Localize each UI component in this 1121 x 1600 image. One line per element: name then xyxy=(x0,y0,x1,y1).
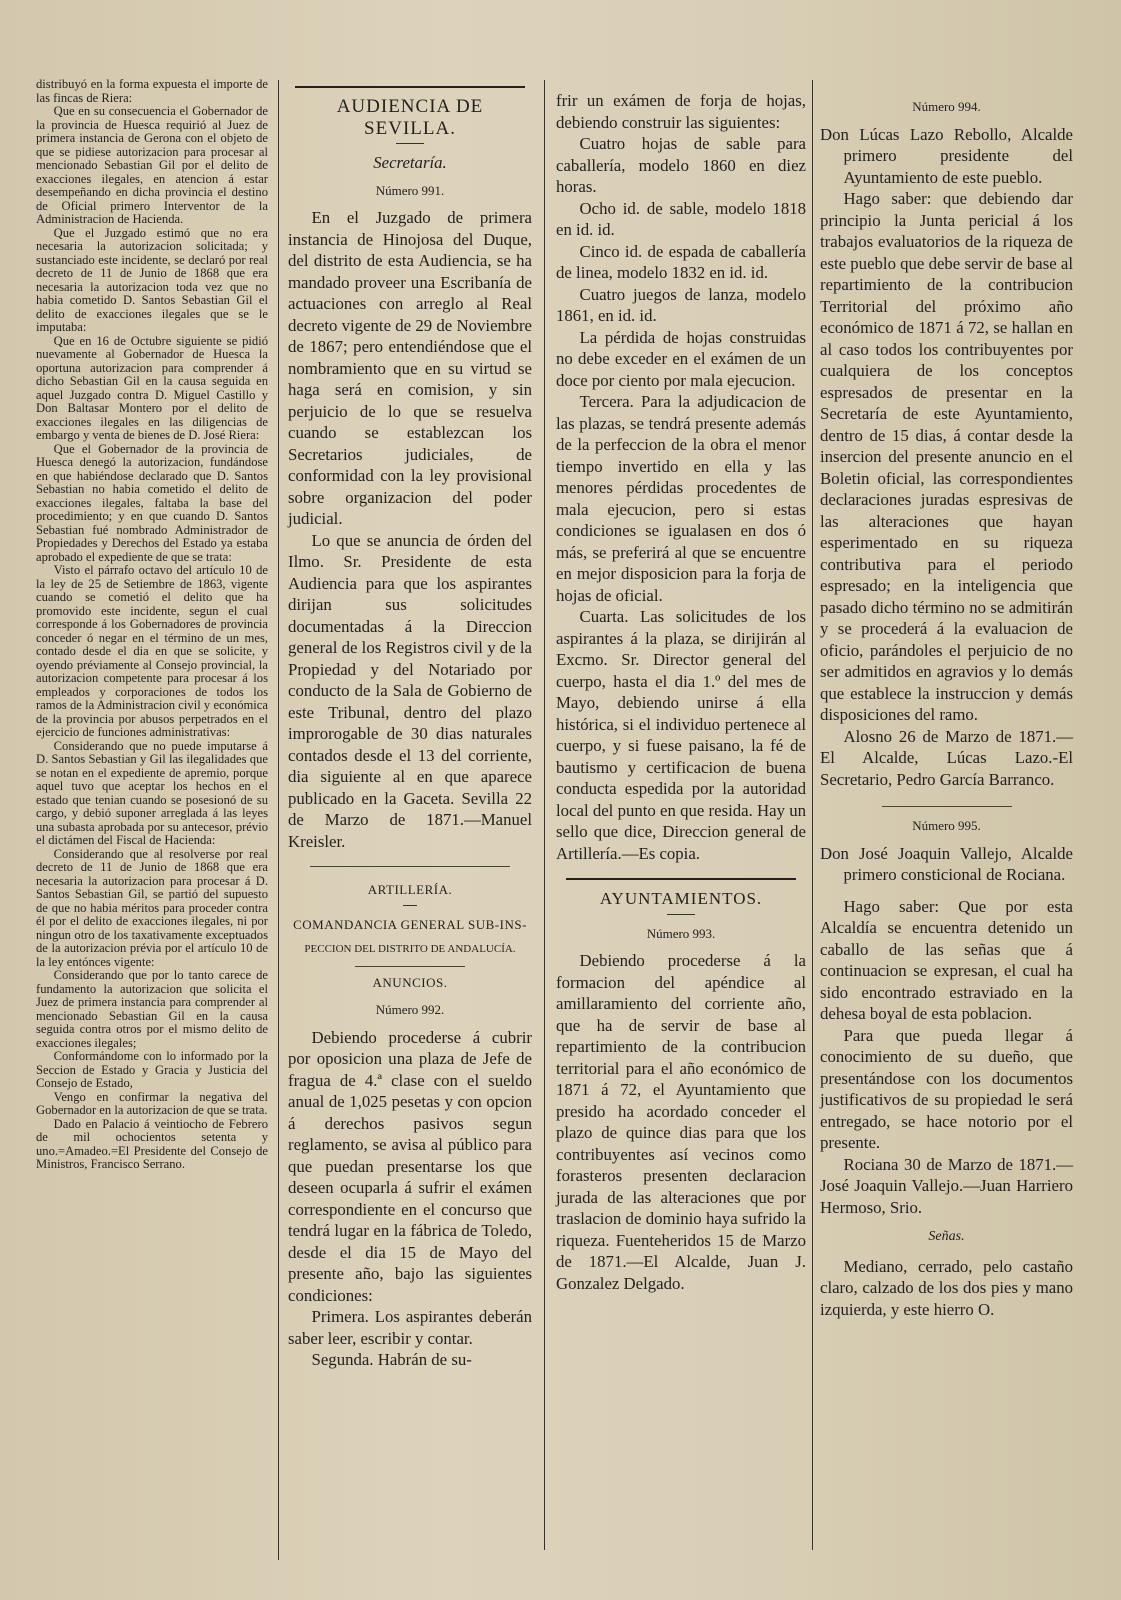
divider xyxy=(396,143,424,144)
paragraph: Para que pueda llegar á conocimiento de su dueño, que presentándose con los documentos justificativos de su propiedad le será entregado, se hace notorio por el presente. xyxy=(820,1025,1073,1152)
paragraph: Que el Gobernador de la provincia de Huesca denegó la autorizacion, fundándose en que habiéndose declarado que D. Santos Sebastian no habia cometido el delito de exacciones ilegales, faltaba la base del procedimiento; y en que cuando D. Santos Sebastian fué nombrado Administrador de Propiedades y Derechos del Estado ya estaba aprobado el expediente de que se trata: xyxy=(36,441,268,564)
paragraph: Hago saber: que debiendo dar principio la Junta pericial á los trabajos evaluatorios de la riqueza de este pueblo que debe servir de base al repartimiento de la contribucion Territorial del próximo año económico de 1871 á 72, se hallan en al caso todos los contribuyentes por cualquiera de los conceptos espresados de presentar en la Secretaría de este Ayuntamiento, dentro de 15 dias, á contar desde la insercion del presente anuncio en el Boletin oficial, las correspondientes declaraciones juradas espresivas de las alteraciones que hayan esperimentado en su riqueza contributiva para el periodo espresado; en la inteligencia que pasado dicho término no se admitirán y se procederá á la evaluacion de oficio, parándoles el perjuicio de no ser admitidos en agravios y lo demás que establece la instruccion y demás disposiciones del ramo. xyxy=(820,189,1074,724)
divider xyxy=(355,966,465,967)
paragraph: Don José Joaquin Vallejo, Alcalde primero consticional de Rociana. xyxy=(820,843,1073,884)
paragraph: Debiendo procederse á cubrir por oposicion una plaza de Jefe de fragua de 4.ª clase con el sueldo anual de 1,025 pesetas y con opcion á derechos pasivos segun reglamento, se avisa al público para que puedan presentarse los que deseen ocuparla á sufrir el exámen correspondiente en el concurso que tendrá lugar en la fábrica de Toledo, desde el dia 15 de Mayo del presente año, bajo las siguientes condiciones: xyxy=(288,1027,532,1305)
paragraph: frir un exámen de forja de hojas, debiendo construir las siguientes: xyxy=(556,91,806,132)
paragraph: Considerando que al resolverse por real decreto de 11 de Junio de 1868 que era necesaria la autorizacion para procesar á D. Santos Sebastian Gil, se partió del supuesto de que no habia méritos para proceder contra él por el delito de exacciones ilegales, ni por ningun otro de los taxativamente exceptuados de la autorizacion prévia por el artículo 10 de la ley entónces vigente: xyxy=(36,846,268,969)
paragraph: Segunda. Habrán de su- xyxy=(311,1350,472,1369)
paragraph: Hago saber: Que por esta Alcaldía se encuentra detenido un caballo de las señas que á continuacion se expresan, el cual ha sido encontrado estraviado en la dehesa boyal de esta poblacion. xyxy=(820,896,1073,1023)
subheading: Secretaría. xyxy=(373,153,447,172)
paragraph: En el Juzgado de primera instancia de Hinojosa del Duque, del distrito de esta Audiencia, se ha mandado proveer una Escribanía de actuaciones con arreglo al Real decreto vigente de 29 de Noviembre de 1867; pero entendiéndose que el nombramiento que en su virtud se haga será en comision, y sin perjuicio de lo que se resuelva cuando se establezcan los Secretarios judiciales, de conformidad con la ley provisional sobre organizacion del poder judicial. xyxy=(288,208,532,528)
column-2 xyxy=(288,78,532,1371)
paragraph: Mediano, cerrado, pelo castaño claro, calzado de los dos pies y mano izquierda, y este hierro O. xyxy=(820,1256,1073,1319)
paragraph: Ocho id. de sable, modelo 1818 en id. id. xyxy=(556,198,806,239)
paragraph: Cuatro juegos de lanza, modelo 1861, en id. id. xyxy=(556,284,806,325)
notice-number: Número 994. xyxy=(912,99,981,114)
section-subheading: PECCION DEL DISTRITO DE ANDALUCÍA. xyxy=(304,943,516,955)
notice-number: Número 991. xyxy=(375,182,445,198)
paragraph: Que en su consecuencia el Gobernador de la provincia de Huesca requirió al Juez de primera instancia de Gerona con el objeto de que se pidiese autorizacion para procesar al mencionado Sebastian Gil por el delito de exacciones ilegales, en atencion á estar desempeñando en dicha provincia el destino de Oficial primero Interventor de la Administracion de Hacienda. xyxy=(36,104,268,226)
paragraph: Que en 16 de Octubre siguiente se pidió nuevamente al Gobernador de Huesca la oportuna autorizacion para comprender á dicho Sebastian Gil en la causa seguida en aquel Juzgado contra D. Miguel Castillo y Don Baltasar Montero por el delito de exacciones ilegales en las diligencias de embargo y venta de bienes de D. José Riera: xyxy=(36,333,268,442)
section-heading: AUDIENCIA DE SEVILLA. xyxy=(336,96,484,139)
section-subheading: COMANDANCIA GENERAL SUB-INS- xyxy=(293,916,527,932)
paragraph: Rociana 30 de Marzo de 1871.—José Joaquin Vallejo.—Juan Harriero Hermoso, Srio. xyxy=(820,1154,1073,1217)
paragraph: Considerando que por lo tanto carece de fundamento la autorizacion que solicita el Juez de primera instancia para comprender al mencionado Sebastian Gil en la causa seguida contra otros por el mismo delito de exacciones ilegales; xyxy=(36,968,268,1050)
column-rule xyxy=(278,80,279,1560)
paragraph: Conformándome con lo informado por la Seccion de Estado y Gracia y Justicia del Consejo de Estado, xyxy=(36,1049,268,1090)
notice-number: Número 992. xyxy=(375,1002,445,1017)
section-heading: ANUNCIOS. xyxy=(372,974,448,990)
section-heading: ARTILLERÍA. xyxy=(367,882,453,897)
paragraph: Primera. Los aspirantes deberán saber leer, escribir y contar. xyxy=(288,1307,532,1348)
divider xyxy=(667,914,695,915)
paragraph: Tercera. Para la adjudicacion de las plazas, se tendrá presente además de la perfeccion de la obra el menor tiempo invertido en ella y las menores pérdidas procedentes de mala ejecucion, pero si estas condiciones se igualasen en dos ó más, se preferirá al que se encuentre en mejor disposicion para la forja de hojas de oficial. xyxy=(556,392,806,605)
paragraph: Lo que se anuncia de órden del Ilmo. Sr. Presidente de esta Audiencia para que los aspirantes dirijan sus solicitudes documentadas á la Direccion general de los Registros civil y de la Propiedad y del Notariado por conducto de la Sala de Gobierno de este Tribunal, dentro del plazo improrogable de 30 dias naturales contados desde el 13 del corriente, dia siguiente al en que aparece publicado en la Gaceta. Sevilla 22 de Marzo de 1871.—Manuel Kreisler. xyxy=(288,530,532,851)
column-1 xyxy=(36,78,268,1172)
paragraph: Dado en Palacio á veintiocho de Febrero de mil ochocientos setenta y uno.=Amadeo.=El Presidente del Consejo de Ministros, Francisco Serrano. xyxy=(36,1116,268,1171)
paragraph: Cinco id. de espada de caballería de linea, modelo 1832 en id. id. xyxy=(556,241,806,282)
column-rule xyxy=(544,80,545,1550)
section-rule xyxy=(882,806,1012,807)
section-heading: AYUNTAMIENTOS. xyxy=(599,889,763,908)
paragraph: Alosno 26 de Marzo de 1871.—El Alcalde, Lúcas Lazo.-El Secretario, Pedro García Barranco. xyxy=(820,726,1073,789)
column-rule xyxy=(812,80,813,1550)
paragraph: distribuyó en la forma expuesta el importe de las fincas de Riera: xyxy=(36,77,268,105)
paragraph: La pérdida de hojas construidas no debe exceder en el exámen de un doce por ciento por mala ejecucion. xyxy=(556,327,806,390)
section-rule xyxy=(566,878,796,880)
section-rule xyxy=(310,866,510,867)
paragraph: Debiendo procederse á la formacion del apéndice al amillaramiento del corriente año, que ha de servir de base al repartimiento de la contribucion territorial para el año económico de 1871 á 72, el Ayuntamiento que presido ha acordado conceder el plazo de quince dias para que los contribuyentes así vecinos como forasteros presenten declaracion jurada de las alteraciones que por traslacion de dominio haya sufrido la riqueza. Fuenteheridos 15 de Marzo de 1871.—El Alcalde, Juan J. Gonzalez Delgado. xyxy=(556,951,806,1293)
notice-number: Número 995. xyxy=(912,818,981,833)
paragraph: Considerando que no puede imputarse á D. Santos Sebastian y Gil las ilegalidades que se notan en el expediente de apremio, porque aquel tuvo que aceptar los hechos en el estado que tenian cuando se posesionó de su cargo, y debió suponer arreglada á las leyes una subasta aprobada por su antecesor, prévio el dictámen del Fiscal de Hacienda: xyxy=(36,738,268,847)
subheading: Señas. xyxy=(928,1229,965,1244)
paragraph: Vengo en confirmar la negativa del Gobernador en la autorizacion de que se trata. xyxy=(36,1089,268,1117)
divider xyxy=(403,905,417,906)
paragraph: Cuarta. Las solicitudes de los aspirantes á la plaza, se dirijirán al Excmo. Sr. Director general del cuerpo, hasta el dia 1.º del mes de Mayo, debiendo unirse á ella histórica, si el individuo pertenece al cuerpo, y si fuese paisano, la fé de bautismo y certificacion de buena conducta espedida por la autoridad local del punto en que resida. Hay un sello que dice, Direccion general de Artillería.—Es copia. xyxy=(556,607,806,863)
column-4 xyxy=(820,96,1073,1320)
section-rule xyxy=(295,86,525,88)
paragraph: Don Lúcas Lazo Rebollo, Alcalde primero presidente del Ayuntamiento de este pueblo. xyxy=(820,124,1073,187)
notice-number: Número 993. xyxy=(646,925,716,941)
column-3 xyxy=(556,90,806,1294)
paragraph: Cuatro hojas de sable para caballería, modelo 1860 en diez horas. xyxy=(556,134,806,196)
paragraph: Visto el párrafo octavo del artículo 10 de la ley de 25 de Setiembre de 1863, vigente cuando se cometió el delito que ha promovido este incidente, segun el cual corresponde á los Gobernadores de provincia conceder ó negar en el término de un mes, contado desde el dia en que se solicite, y oyendo préviamente al Consejo provincial, la autorizacion competente para procesar á los empleados y corporaciones de todos los ramos de la Administracion civil y económica de la provincia por abusos perpetrados en el ejercicio de funciones administrativas: xyxy=(36,563,268,739)
paragraph: Que el Juzgado estimó que no era necesaria la autorizacion solicitada; y sustanciado este incidente, se declaró por real decreto de 11 de Junio de 1868 que era necesaria la autorizacion toda vez que no habia cometido D. Santos Sebastian Gil el delito de exacciones ilegales que se le imputaba: xyxy=(36,225,268,334)
